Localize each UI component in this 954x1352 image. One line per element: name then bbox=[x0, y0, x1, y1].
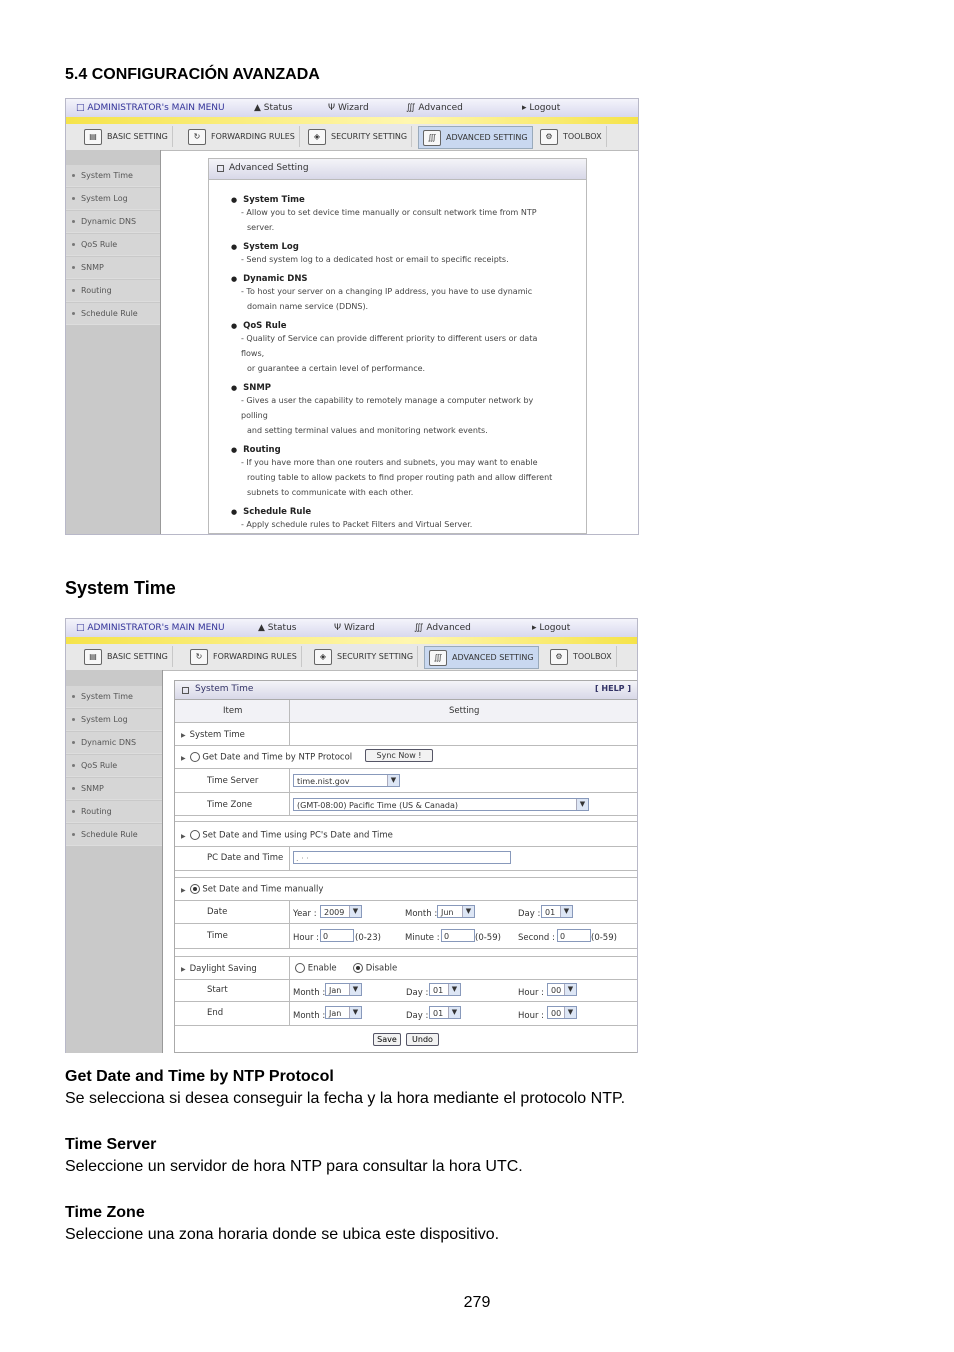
ntp-radio[interactable] bbox=[190, 752, 200, 762]
advanced-item-description: domain name service (DDNS). bbox=[247, 302, 369, 311]
shield-icon: ◈ bbox=[314, 649, 332, 665]
time-server-label: Time Server bbox=[207, 776, 259, 786]
tab-forwarding-rules[interactable]: ↻ FORWARDING RULES bbox=[184, 126, 300, 147]
column-setting: Setting bbox=[449, 706, 480, 716]
time-zone-select[interactable]: (GMT-08:00) Pacific Time (US & Canada) ▼ bbox=[293, 798, 589, 811]
start-label: Start bbox=[207, 985, 228, 995]
hour-range: (0-23) bbox=[355, 933, 381, 943]
table-row: ▶ Set Date and Time using PC's Date and Time bbox=[175, 821, 637, 847]
chevron-down-icon: ▼ bbox=[576, 799, 588, 810]
toolbox-icon: ⚙ bbox=[550, 649, 568, 665]
tab-bar bbox=[66, 124, 638, 151]
forwarding-icon: ↻ bbox=[188, 129, 206, 145]
advanced-setting-panel bbox=[208, 158, 587, 534]
book-icon: ▤ bbox=[84, 129, 102, 145]
tab-security-setting[interactable]: ◈ SECURITY SETTING bbox=[310, 646, 418, 667]
table-row bbox=[175, 769, 637, 793]
tab-basic-setting[interactable]: ▤ BASIC SETTING bbox=[80, 646, 173, 667]
time-zone-description-title: Time Zone bbox=[65, 1204, 145, 1221]
minute-input[interactable]: 0 bbox=[441, 929, 475, 942]
panel-title: System Time bbox=[195, 684, 254, 694]
sidebar-item-schedule-rule[interactable]: Schedule Rule bbox=[66, 824, 162, 846]
logout-link[interactable]: ▸ Logout bbox=[532, 623, 571, 633]
advanced-item-description: - To host your server on a changing IP address, you have to use dynamic bbox=[241, 287, 533, 296]
month-select[interactable]: Jun ▼ bbox=[437, 905, 475, 918]
sidebar-item-schedule-rule[interactable]: Schedule Rule bbox=[66, 303, 160, 325]
decorative-bar bbox=[66, 637, 637, 644]
top-menu-bar bbox=[66, 99, 638, 118]
advanced-item-description: server. bbox=[247, 223, 275, 232]
wizard-icon: Ψ bbox=[328, 103, 336, 113]
main-menu-link[interactable]: □ ADMINISTRATOR's MAIN MENU bbox=[76, 623, 225, 633]
advanced-items-list bbox=[209, 180, 586, 535]
tab-bar bbox=[66, 644, 637, 671]
descriptions bbox=[65, 1066, 905, 1246]
advanced-icon: ∭ bbox=[406, 103, 416, 113]
sidebar-item-snmp[interactable]: SNMP bbox=[66, 778, 162, 800]
save-button[interactable]: Save bbox=[373, 1033, 401, 1046]
advanced-icon: ∭ bbox=[429, 650, 447, 666]
chevron-down-icon: ▼ bbox=[349, 906, 361, 917]
table-row bbox=[175, 1002, 637, 1026]
day-label: Day : bbox=[518, 909, 541, 919]
advanced-item-description: - Gives a user the capability to remotely manage a computer network by polling bbox=[241, 396, 534, 420]
table-row bbox=[175, 793, 637, 816]
tab-toolbox[interactable]: ⚙ TOOLBOX bbox=[546, 646, 617, 667]
column-item: Item bbox=[223, 706, 243, 716]
month-label: Month : bbox=[405, 909, 438, 919]
end-day-label: Day : bbox=[406, 1011, 429, 1021]
table-row: ▶ System Time bbox=[175, 723, 637, 746]
status-icon: ▲ bbox=[258, 623, 265, 633]
advanced-item-title: ● Schedule Rule bbox=[231, 507, 586, 517]
table-row bbox=[175, 846, 637, 871]
minute-range: (0-59) bbox=[475, 933, 501, 943]
advanced-link[interactable]: ∭ Advanced bbox=[414, 623, 471, 633]
status-link[interactable]: ▲ Status bbox=[254, 103, 293, 113]
sync-now-button[interactable]: Sync Now ! bbox=[365, 749, 433, 762]
advanced-icon: ∭ bbox=[414, 623, 424, 633]
start-day-select[interactable]: 01 ▼ bbox=[429, 983, 461, 996]
tab-basic-setting[interactable]: ▤ BASIC SETTING bbox=[80, 126, 173, 147]
advanced-item-description: - Send system log to a dedicated host or email to specific receipts. bbox=[241, 255, 509, 264]
end-month-select[interactable]: Jan ▼ bbox=[325, 1006, 362, 1019]
pc-time-radio[interactable] bbox=[190, 830, 200, 840]
table-row: ▶ Get Date and Time by NTP Protocol Sync Now ! bbox=[175, 746, 637, 769]
advanced-item-title: ● System Time bbox=[231, 195, 586, 205]
advanced-item-description: - Quality of Service can provide different priority to different users or data flows, bbox=[241, 334, 538, 358]
system-time-row-label: System Time bbox=[189, 730, 245, 740]
chevron-down-icon: ▼ bbox=[564, 984, 576, 995]
advanced-item-title: ● SNMP bbox=[231, 383, 586, 393]
hour-label: Hour : bbox=[293, 933, 320, 943]
sidebar-item-dynamic-dns[interactable]: Dynamic DNS bbox=[66, 732, 162, 754]
start-month-select[interactable]: Jan ▼ bbox=[325, 983, 362, 996]
system-time-panel bbox=[174, 680, 638, 1053]
year-select[interactable]: 2009 ▼ bbox=[320, 905, 362, 918]
chevron-down-icon: ▼ bbox=[349, 1007, 361, 1018]
start-day-label: Day : bbox=[406, 988, 429, 998]
logout-link[interactable]: ▸ Logout bbox=[522, 103, 561, 113]
table-header bbox=[175, 700, 637, 723]
tab-security-setting[interactable]: ◈ SECURITY SETTING bbox=[304, 126, 412, 147]
time-zone-label: Time Zone bbox=[207, 800, 253, 810]
date-label: Date bbox=[207, 907, 228, 917]
sidebar-item-qos-rule[interactable]: QoS Rule bbox=[66, 234, 160, 256]
manual-option-label: Set Date and Time manually bbox=[202, 884, 324, 895]
start-hour-select[interactable]: 00 ▼ bbox=[547, 983, 577, 996]
start-hour-label: Hour : bbox=[518, 988, 545, 998]
wizard-icon: Ψ bbox=[334, 623, 342, 633]
ntp-option-label: Get Date and Time by NTP Protocol bbox=[202, 752, 353, 763]
chevron-down-icon: ▼ bbox=[448, 1007, 460, 1018]
help-link[interactable]: [ HELP ] bbox=[594, 684, 631, 693]
sidebar-item-system-time[interactable]: System Time bbox=[66, 165, 160, 187]
undo-button[interactable]: Undo bbox=[406, 1033, 439, 1046]
second-range: (0-59) bbox=[591, 933, 617, 943]
time-label: Time bbox=[207, 931, 228, 941]
enable-label: Enable bbox=[307, 963, 337, 974]
advanced-item-description: - If you have more than one routers and subnets, you may want to enable bbox=[241, 458, 538, 467]
advanced-link[interactable]: ∭ Advanced bbox=[406, 103, 463, 113]
sidebar bbox=[66, 670, 163, 1053]
panel-header bbox=[175, 681, 637, 700]
sidebar-item-snmp[interactable]: SNMP bbox=[66, 257, 160, 279]
main-menu-link[interactable]: □ ADMINISTRATOR's MAIN MENU bbox=[76, 103, 225, 113]
ntp-description-text: Se selecciona si desea conseguir la fecha y la hora mediante el protocolo NTP. bbox=[65, 1090, 626, 1107]
chevron-down-icon: ▼ bbox=[564, 1007, 576, 1018]
status-icon: ▲ bbox=[254, 103, 261, 113]
advanced-item-description: routing table to allow packets to find proper routing path and allow different bbox=[247, 473, 553, 482]
table-row bbox=[175, 900, 637, 924]
manual-radio[interactable] bbox=[190, 884, 200, 894]
sidebar-item-system-log[interactable]: System Log bbox=[66, 188, 160, 210]
advanced-setting-screenshot bbox=[65, 98, 639, 535]
advanced-item-description: and setting terminal values and monitoring network events. bbox=[247, 426, 488, 435]
sidebar-item-dynamic-dns[interactable]: Dynamic DNS bbox=[66, 211, 160, 233]
tab-forwarding-rules[interactable]: ↻ FORWARDING RULES bbox=[186, 646, 302, 667]
shield-icon: ◈ bbox=[308, 129, 326, 145]
daylight-disable-radio[interactable] bbox=[353, 963, 363, 973]
advanced-item-description: subnets to communicate with each other. bbox=[247, 488, 414, 497]
start-month-label: Month : bbox=[293, 988, 326, 998]
pc-date-time-field[interactable]: . · · bbox=[293, 851, 511, 864]
page-number: 279 bbox=[463, 1294, 491, 1311]
chevron-down-icon: ▼ bbox=[387, 775, 399, 786]
forwarding-icon: ↻ bbox=[190, 649, 208, 665]
system-time-heading: System Time bbox=[65, 578, 176, 598]
system-time-screenshot bbox=[65, 618, 638, 1053]
arrow-icon: ▸ bbox=[532, 623, 537, 633]
end-day-select[interactable]: 01 ▼ bbox=[429, 1006, 461, 1019]
sidebar-item-system-time[interactable]: System Time bbox=[66, 686, 162, 708]
ntp-description-title: Get Date and Time by NTP Protocol bbox=[65, 1068, 334, 1085]
advanced-item-title: ● System Log bbox=[231, 242, 586, 252]
advanced-icon: ∭ bbox=[423, 130, 441, 146]
end-hour-label: Hour : bbox=[518, 1011, 545, 1021]
book-icon: ▤ bbox=[84, 649, 102, 665]
year-label: Year : bbox=[293, 909, 317, 919]
daylight-saving-label: Daylight Saving bbox=[189, 964, 257, 974]
second-input[interactable]: 0 bbox=[557, 929, 591, 942]
advanced-item-title: ● Routing bbox=[231, 445, 586, 455]
tab-advanced-setting[interactable]: ∭ ADVANCED SETTING bbox=[424, 646, 539, 669]
table-row: ▶ Daylight Saving Enable Disable bbox=[175, 956, 637, 980]
top-menu-bar bbox=[66, 619, 637, 638]
table-row bbox=[175, 979, 637, 1002]
chevron-down-icon: ▼ bbox=[448, 984, 460, 995]
wizard-link[interactable]: Ψ Wizard bbox=[334, 623, 375, 633]
sidebar-item-routing[interactable]: Routing bbox=[66, 801, 162, 823]
hour-input[interactable]: 0 bbox=[320, 929, 354, 942]
end-hour-select[interactable]: 00 ▼ bbox=[547, 1006, 577, 1019]
wizard-link[interactable]: Ψ Wizard bbox=[328, 103, 369, 113]
day-select[interactable]: 01 ▼ bbox=[541, 905, 573, 918]
advanced-item-description: - Allow you to set device time manually or consult network time from NTP bbox=[241, 208, 537, 217]
end-month-label: Month : bbox=[293, 1011, 326, 1021]
time-zone-description-text: Seleccione una zona horaria donde se ubica este dispositivo. bbox=[65, 1226, 500, 1243]
status-link[interactable]: ▲ Status bbox=[258, 623, 297, 633]
tab-advanced-setting[interactable]: ∭ ADVANCED SETTING bbox=[418, 126, 533, 149]
advanced-item-title: ● QoS Rule bbox=[231, 321, 586, 331]
time-server-description-title: Time Server bbox=[65, 1136, 157, 1153]
chevron-down-icon: ▼ bbox=[349, 984, 361, 995]
advanced-item-description: or guarantee a certain level of performance. bbox=[247, 364, 426, 373]
table-row: ▶ Set Date and Time manually bbox=[175, 877, 637, 901]
sidebar-item-system-log[interactable]: System Log bbox=[66, 709, 162, 731]
disable-label: Disable bbox=[365, 963, 398, 974]
advanced-item-title: ● Dynamic DNS bbox=[231, 274, 586, 284]
minute-label: Minute : bbox=[405, 933, 440, 943]
tab-toolbox[interactable]: ⚙ TOOLBOX bbox=[536, 126, 607, 147]
time-server-select[interactable]: time.nist.gov ▼ bbox=[293, 774, 400, 787]
table-row bbox=[175, 924, 637, 949]
arrow-icon: ▸ bbox=[522, 103, 527, 113]
advanced-item-description: - Apply schedule rules to Packet Filters and Virtual Server. bbox=[241, 520, 473, 529]
panel-header: Advanced Setting bbox=[209, 159, 586, 180]
section-heading: 5.4 CONFIGURACIÓN AVANZADA bbox=[65, 66, 320, 83]
daylight-enable-radio[interactable] bbox=[295, 963, 305, 973]
sidebar-item-routing[interactable]: Routing bbox=[66, 280, 160, 302]
decorative-bar bbox=[66, 117, 638, 124]
toolbox-icon: ⚙ bbox=[540, 129, 558, 145]
pc-date-time-label: PC Date and Time bbox=[207, 853, 284, 863]
pc-option-label: Set Date and Time using PC's Date and Time bbox=[202, 830, 393, 841]
sidebar bbox=[66, 150, 161, 534]
time-server-description-text: Seleccione un servidor de hora NTP para consultar la hora UTC. bbox=[65, 1158, 523, 1175]
chevron-down-icon: ▼ bbox=[560, 906, 572, 917]
end-label: End bbox=[207, 1008, 224, 1018]
sidebar-item-qos-rule[interactable]: QoS Rule bbox=[66, 755, 162, 777]
second-label: Second : bbox=[518, 933, 555, 943]
chevron-down-icon: ▼ bbox=[462, 906, 474, 917]
